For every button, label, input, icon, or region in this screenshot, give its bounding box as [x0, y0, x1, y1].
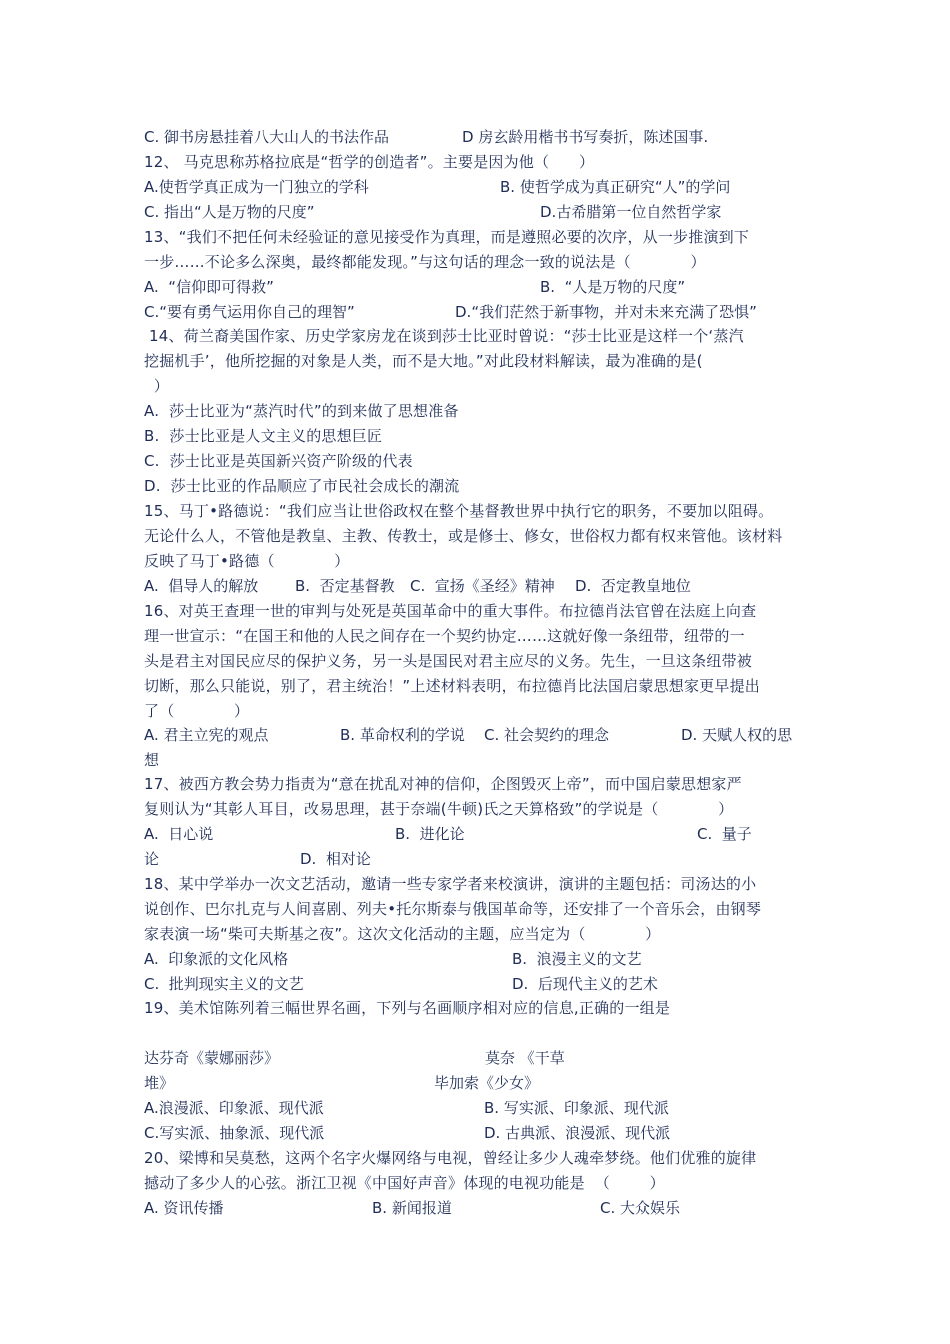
q16-stem-line5: 了（ ） — [144, 702, 250, 720]
q18-option-c: C. 批判现实主义的文艺 — [144, 975, 304, 993]
q14-option-c: C. 莎士比亚是英国新兴资产阶级的代表 — [144, 452, 413, 470]
q16-option-a: A. 君主立宪的观点 — [144, 726, 269, 744]
q20-stem-line1: 20、梁博和吴莫愁，这两个名字火爆网络与电视，曾经让多少人魂牵梦绕。他们优雅的旋律 — [144, 1149, 757, 1167]
q11-option-d: D 房玄龄用楷书书写奏折，陈述国事. — [462, 128, 709, 146]
q20-option-c: C. 大众娱乐 — [600, 1199, 681, 1217]
q17-stem-line1: 17、被西方教会势力指责为“意在扰乱对神的信仰，企图毁灭上帝”，而中国启蒙思想家严 — [144, 775, 742, 793]
q14-option-b: B. 莎士比亚是人文主义的思想巨匠 — [144, 427, 383, 445]
q17-option-c-wrap: 论 — [144, 850, 160, 868]
q15-stem-line2: 无论什么人，不管他是教皇、主教、传教士，或是修士、修女，世俗权力都有权来管他。该材料 — [144, 527, 783, 545]
q13-option-c: C.“要有勇气运用你自己的理智” — [144, 303, 355, 321]
q19-painting-2: 莫奈 《干草 — [485, 1049, 565, 1067]
q17-option-c: C. 量子 — [697, 825, 752, 843]
q17-option-a: A. 日心说 — [144, 825, 214, 843]
q18-option-d: D. 后现代主义的艺术 — [512, 975, 658, 993]
q16-option-b: B. 革命权利的学说 — [340, 726, 465, 744]
q13-stem-line2: 一步……不论多么深奥，最终都能发现。”与这句话的理念一致的说法是（ ） — [144, 253, 706, 271]
q17-option-b: B. 进化论 — [395, 825, 465, 843]
q16-option-d: D. 天赋人权的思 — [681, 726, 793, 744]
q14-stem-line1: 14、荷兰裔美国作家、历史学家房龙在谈到莎士比亚时曾说：“莎士比亚是这样一个‘蒸汽 — [144, 327, 744, 345]
q13-option-a: A. “信仰即可得救” — [144, 278, 274, 296]
q19-painting-1: 达芬奇《蒙娜丽莎》 — [144, 1049, 280, 1067]
q16-stem-line1: 16、对英王查理一世的审判与处死是英国革命中的重大事件。布拉德肖法官曾在法庭上向查 — [144, 602, 757, 620]
q19-option-b: B. 写实派、印象派、现代派 — [484, 1099, 669, 1117]
q16-stem-line2: 理一世宣示：“在国王和他的人民之间存在一个契约协定……这就好像一条纽带，纽带的一 — [144, 627, 745, 645]
q12-option-d: D.古希腊第一位自然哲学家 — [540, 203, 722, 221]
q12-option-c: C. 指出“人是万物的尺度” — [144, 203, 315, 221]
q19-option-d: D. 古典派、浪漫派、现代派 — [484, 1124, 671, 1142]
q16-option-c: C. 社会契约的理念 — [484, 726, 610, 744]
q12-option-b: B. 使哲学成为真正研究“人”的学问 — [500, 178, 731, 196]
q15-stem-line1: 15、马丁•路德说：“我们应当让世俗政权在整个基督教世界中执行它的职务，不要加以阻碍。 — [144, 502, 774, 520]
q15-option-a: A. 倡导人的解放 — [144, 577, 259, 595]
q16-stem-line3: 头是君主对国民应尽的保护义务，另一头是国民对君主应尽的义务。先生，一旦这条纽带被 — [144, 652, 753, 670]
q19-painting-3: 毕加索《少女》 — [434, 1074, 540, 1092]
q18-stem-line2: 说创作、巴尔扎克与人间喜剧、列夫•托尔斯泰与俄国革命等，还安排了一个音乐会，由钢琴 — [144, 900, 762, 918]
q20-stem-line2: 撼动了多少人的心弦。浙江卫视《中国好声音》体现的电视功能是 （ ） — [144, 1174, 665, 1192]
q18-option-a: A. 印象派的文化风格 — [144, 950, 289, 968]
q19-option-c: C.写实派、抽象派、现代派 — [144, 1124, 325, 1142]
q15-option-b: B. 否定基督教 — [295, 577, 395, 595]
q19-painting-2-wrap: 堆》 — [144, 1074, 175, 1092]
q13-option-d: D.“我们茫然于新事物，并对未来充满了恐惧” — [455, 303, 757, 321]
q16-stem-line4: 切断，那么只能说，别了，君主统治！”上述材料表明，布拉德肖比法国启蒙思想家更早提出 — [144, 677, 760, 695]
q16-option-d-wrap: 想 — [144, 751, 160, 769]
q17-option-d: D. 相对论 — [300, 850, 371, 868]
q18-option-b: B. 浪漫主义的文艺 — [512, 950, 642, 968]
q14-stem-line2: 挖掘机手’，他所挖掘的对象是人类，而不是大地。”对此段材料解读，最为准确的是( — [144, 352, 703, 370]
q15-option-c: C. 宣扬《圣经》精神 — [410, 577, 555, 595]
q17-stem-line2: 复则认为“其彰人耳目，改易思理，甚于奈端(牛顿)氏之天算格致”的学说是（ ） — [144, 800, 734, 818]
q14-option-a: A. 莎士比亚为“蒸汽时代”的到来做了思想准备 — [144, 402, 459, 420]
q18-stem-line3: 家表演一场“柴可夫斯基之夜”。这次文化活动的主题，应当定为（ ） — [144, 925, 661, 943]
q12-option-a: A.使哲学真正成为一门独立的学科 — [144, 178, 369, 196]
q13-option-b: B. “人是万物的尺度” — [540, 278, 686, 296]
q18-stem-line1: 18、某中学举办一次文艺活动，邀请一些专家学者来校演讲，演讲的主题包括：司汤达的小 — [144, 875, 757, 893]
q15-option-d: D. 否定教皇地位 — [575, 577, 691, 595]
q20-option-a: A. 资讯传播 — [144, 1199, 224, 1217]
q14-option-d: D. 莎士比亚的作品顺应了市民社会成长的潮流 — [144, 477, 460, 495]
q13-stem-line1: 13、“我们不把任何未经验证的意见接受作为真理，而是遵照必要的次序，从一步推演到下 — [144, 228, 750, 246]
q12-stem: 12、 马克思称苏格拉底是“哲学的创造者”。主要是因为他（ ） — [144, 153, 595, 171]
q19-stem: 19、美术馆陈列着三幅世界名画，下列与名画顺序相对应的信息,正确的一组是 — [144, 999, 671, 1017]
q11-option-c: C. 御书房悬挂着八大山人的书法作品 — [144, 128, 390, 146]
q14-stem-line3: ） — [144, 377, 170, 395]
q19-option-a: A.浪漫派、印象派、现代派 — [144, 1099, 324, 1117]
q15-stem-line3: 反映了马丁•路德（ ） — [144, 552, 350, 570]
q20-option-b: B. 新闻报道 — [372, 1199, 452, 1217]
